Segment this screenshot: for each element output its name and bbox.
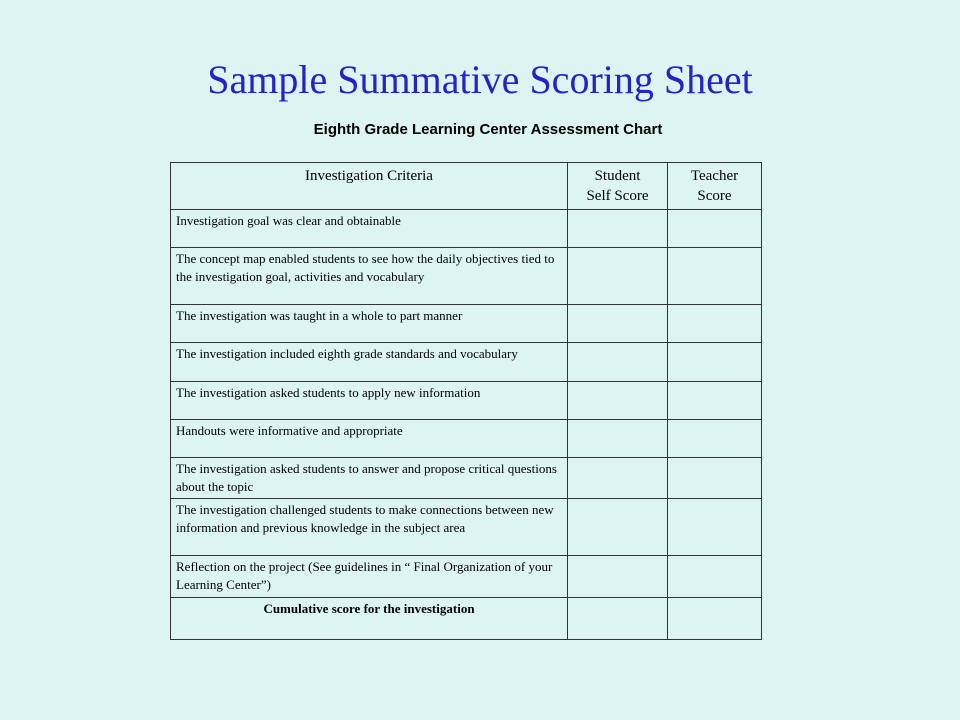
- header-teacher-line2: Score: [697, 188, 732, 204]
- student-score-cell: [568, 420, 668, 458]
- teacher-score-cell: [668, 343, 762, 382]
- criteria-cell: The investigation was taught in a whole to part manner: [171, 305, 568, 343]
- header-student-line1: Student: [594, 168, 641, 184]
- criteria-cell: Handouts were informative and appropriate: [171, 420, 568, 458]
- criteria-cell: The investigation asked students to answer and propose critical questions about the topic: [171, 458, 568, 499]
- student-score-cell: [568, 210, 668, 248]
- table-row: [171, 343, 762, 382]
- table-row: [171, 556, 762, 598]
- table-row: [171, 382, 762, 420]
- teacher-score-cell: [668, 556, 762, 598]
- teacher-score-cell: [668, 210, 762, 248]
- criteria-cell: The investigation included eighth grade standards and vocabulary: [171, 343, 568, 382]
- teacher-score-cell: [668, 420, 762, 458]
- header-student-line2: Self Score: [586, 188, 649, 204]
- table-row: [171, 499, 762, 556]
- table-row: [171, 458, 762, 499]
- student-score-cell: [568, 382, 668, 420]
- cumulative-row: [171, 598, 762, 640]
- teacher-score-cell: [668, 458, 762, 499]
- teacher-score-cell: [668, 248, 762, 305]
- assessment-table: [170, 162, 762, 640]
- student-score-cell: [568, 556, 668, 598]
- cumulative-student-score: [568, 598, 668, 640]
- cumulative-label: Cumulative score for the investigation: [171, 598, 568, 640]
- table-row: [171, 305, 762, 343]
- header-teacher-line1: Teacher: [690, 168, 739, 184]
- student-score-cell: [568, 305, 668, 343]
- student-score-cell: [568, 248, 668, 305]
- teacher-score-cell: [668, 382, 762, 420]
- student-score-cell: [568, 499, 668, 556]
- criteria-cell: The investigation challenged students to make connections between new information and previous knowledge in the subject area: [171, 499, 568, 556]
- teacher-score-cell: [668, 305, 762, 343]
- criteria-cell: Reflection on the project (See guidelines in “ Final Organization of your Learning Center”): [171, 556, 568, 598]
- table-row: [171, 210, 762, 248]
- chart-title: Eighth Grade Learning Center Assessment Chart: [313, 121, 663, 138]
- table-header-row: [171, 163, 762, 210]
- criteria-cell: The concept map enabled students to see how the daily objectives tied to the investigation goal, activities and vocabulary: [171, 248, 568, 305]
- table-row: [171, 420, 762, 458]
- cumulative-teacher-score: [668, 598, 762, 640]
- teacher-score-cell: [668, 499, 762, 556]
- slide-title: Sample Summative Scoring Sheet: [207, 57, 753, 102]
- criteria-cell: Investigation goal was clear and obtainable: [171, 210, 568, 248]
- table-row: [171, 248, 762, 305]
- student-score-cell: [568, 458, 668, 499]
- header-investigation-criteria: Investigation Criteria: [171, 163, 568, 210]
- header-teacher-score: [668, 163, 762, 210]
- criteria-cell: The investigation asked students to apply new information: [171, 382, 568, 420]
- header-student-self-score: [568, 163, 668, 210]
- student-score-cell: [568, 343, 668, 382]
